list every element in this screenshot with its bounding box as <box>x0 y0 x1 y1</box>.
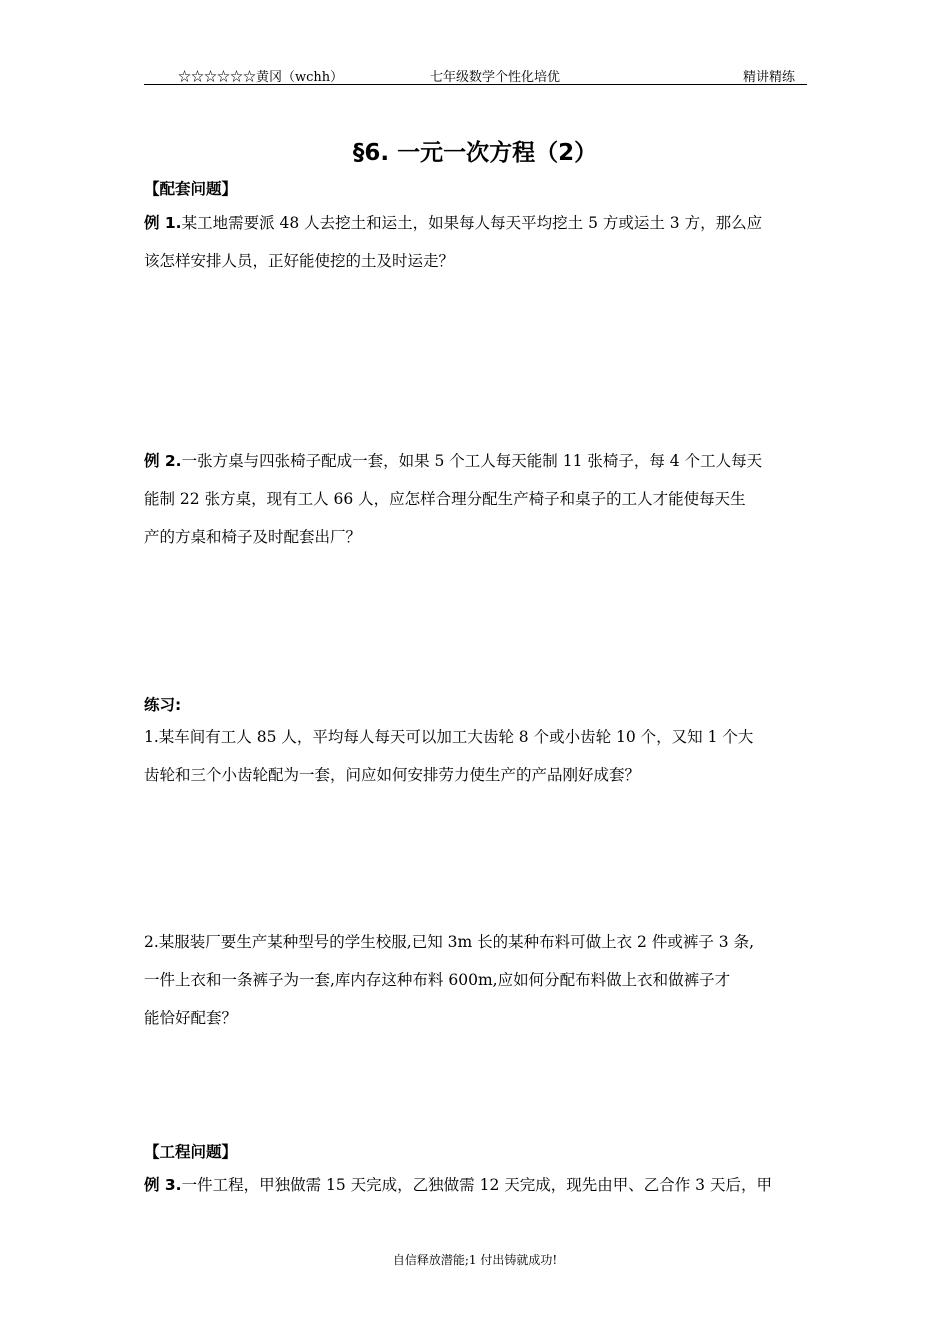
exercise-1-line-1: 1.某车间有工人 85 人，平均每人每天可以加工大齿轮 8 个或小齿轮 10 个，又知 1 个大 <box>144 728 754 746</box>
exercise-2-line-3: 能恰好配套？ <box>144 1009 238 1027</box>
example-2-text-1: 一张方桌与四张椅子配成一套，如果 5 个工人每天能制 11 张椅子，每 4 个工人每天 <box>181 452 763 470</box>
example-1-label: 例 1. <box>144 214 182 232</box>
example-2-line-3: 产的方桌和椅子及时配套出厂？ <box>144 528 362 546</box>
header-left-text: ☆☆☆☆☆☆黄冈（wchh） <box>178 70 344 85</box>
example-2-line-2: 能制 22 张方桌，现有工人 66 人，应怎样合理分配生产椅子和桌子的工人才能使每天生 <box>144 490 746 508</box>
example-1-text-1: 某工地需要派 48 人去挖土和运土，如果每人每天平均挖土 5 方或运土 3 方，那么应 <box>181 214 763 232</box>
example-1 <box>144 204 808 280</box>
example-3-text-1: 一件工程，甲独做需 15 天完成，乙独做需 12 天完成，现先由甲、乙合作 3 天后，甲 <box>181 1176 772 1194</box>
page-title: §6. 一元一次方程（2） <box>352 140 598 166</box>
example-3-line-1 <box>144 1166 808 1204</box>
section-heading-matching: 【配套问题】 <box>144 180 238 198</box>
page-footer: 自信释放潜能;1 付出铸就成功! <box>392 1253 558 1267</box>
example-2 <box>144 442 808 556</box>
header-center-text: 七年级数学个性化培优 <box>430 70 561 85</box>
exercise-2-line-2: 一件上衣和一条裤子为一套,库内存这种布料 600m,应如何分配布料做上衣和做裤子才 <box>144 971 731 989</box>
example-1-line-1 <box>144 204 808 242</box>
example-2-label: 例 2. <box>144 452 182 470</box>
example-2-line-1 <box>144 442 808 480</box>
section-heading-engineering: 【工程问题】 <box>144 1143 238 1161</box>
exercise-2 <box>144 923 808 1037</box>
header-right-text: 精讲精练 <box>742 70 795 85</box>
example-1-line-2: 该怎样安排人员，正好能使挖的土及时运走？ <box>144 252 455 270</box>
exercise-1 <box>144 718 808 794</box>
section-heading-practice: 练习: <box>144 696 182 714</box>
example-3 <box>144 1166 808 1204</box>
exercise-2-line-1: 2.某服装厂要生产某种型号的学生校服,已知 3m 长的某种布料可做上衣 2 件或裤子 3 条, <box>144 933 754 951</box>
exercise-1-line-2: 齿轮和三个小齿轮配为一套，问应如何安排劳力使生产的产品刚好成套？ <box>144 766 641 784</box>
example-3-label: 例 3. <box>144 1176 182 1194</box>
page-header <box>144 64 807 85</box>
